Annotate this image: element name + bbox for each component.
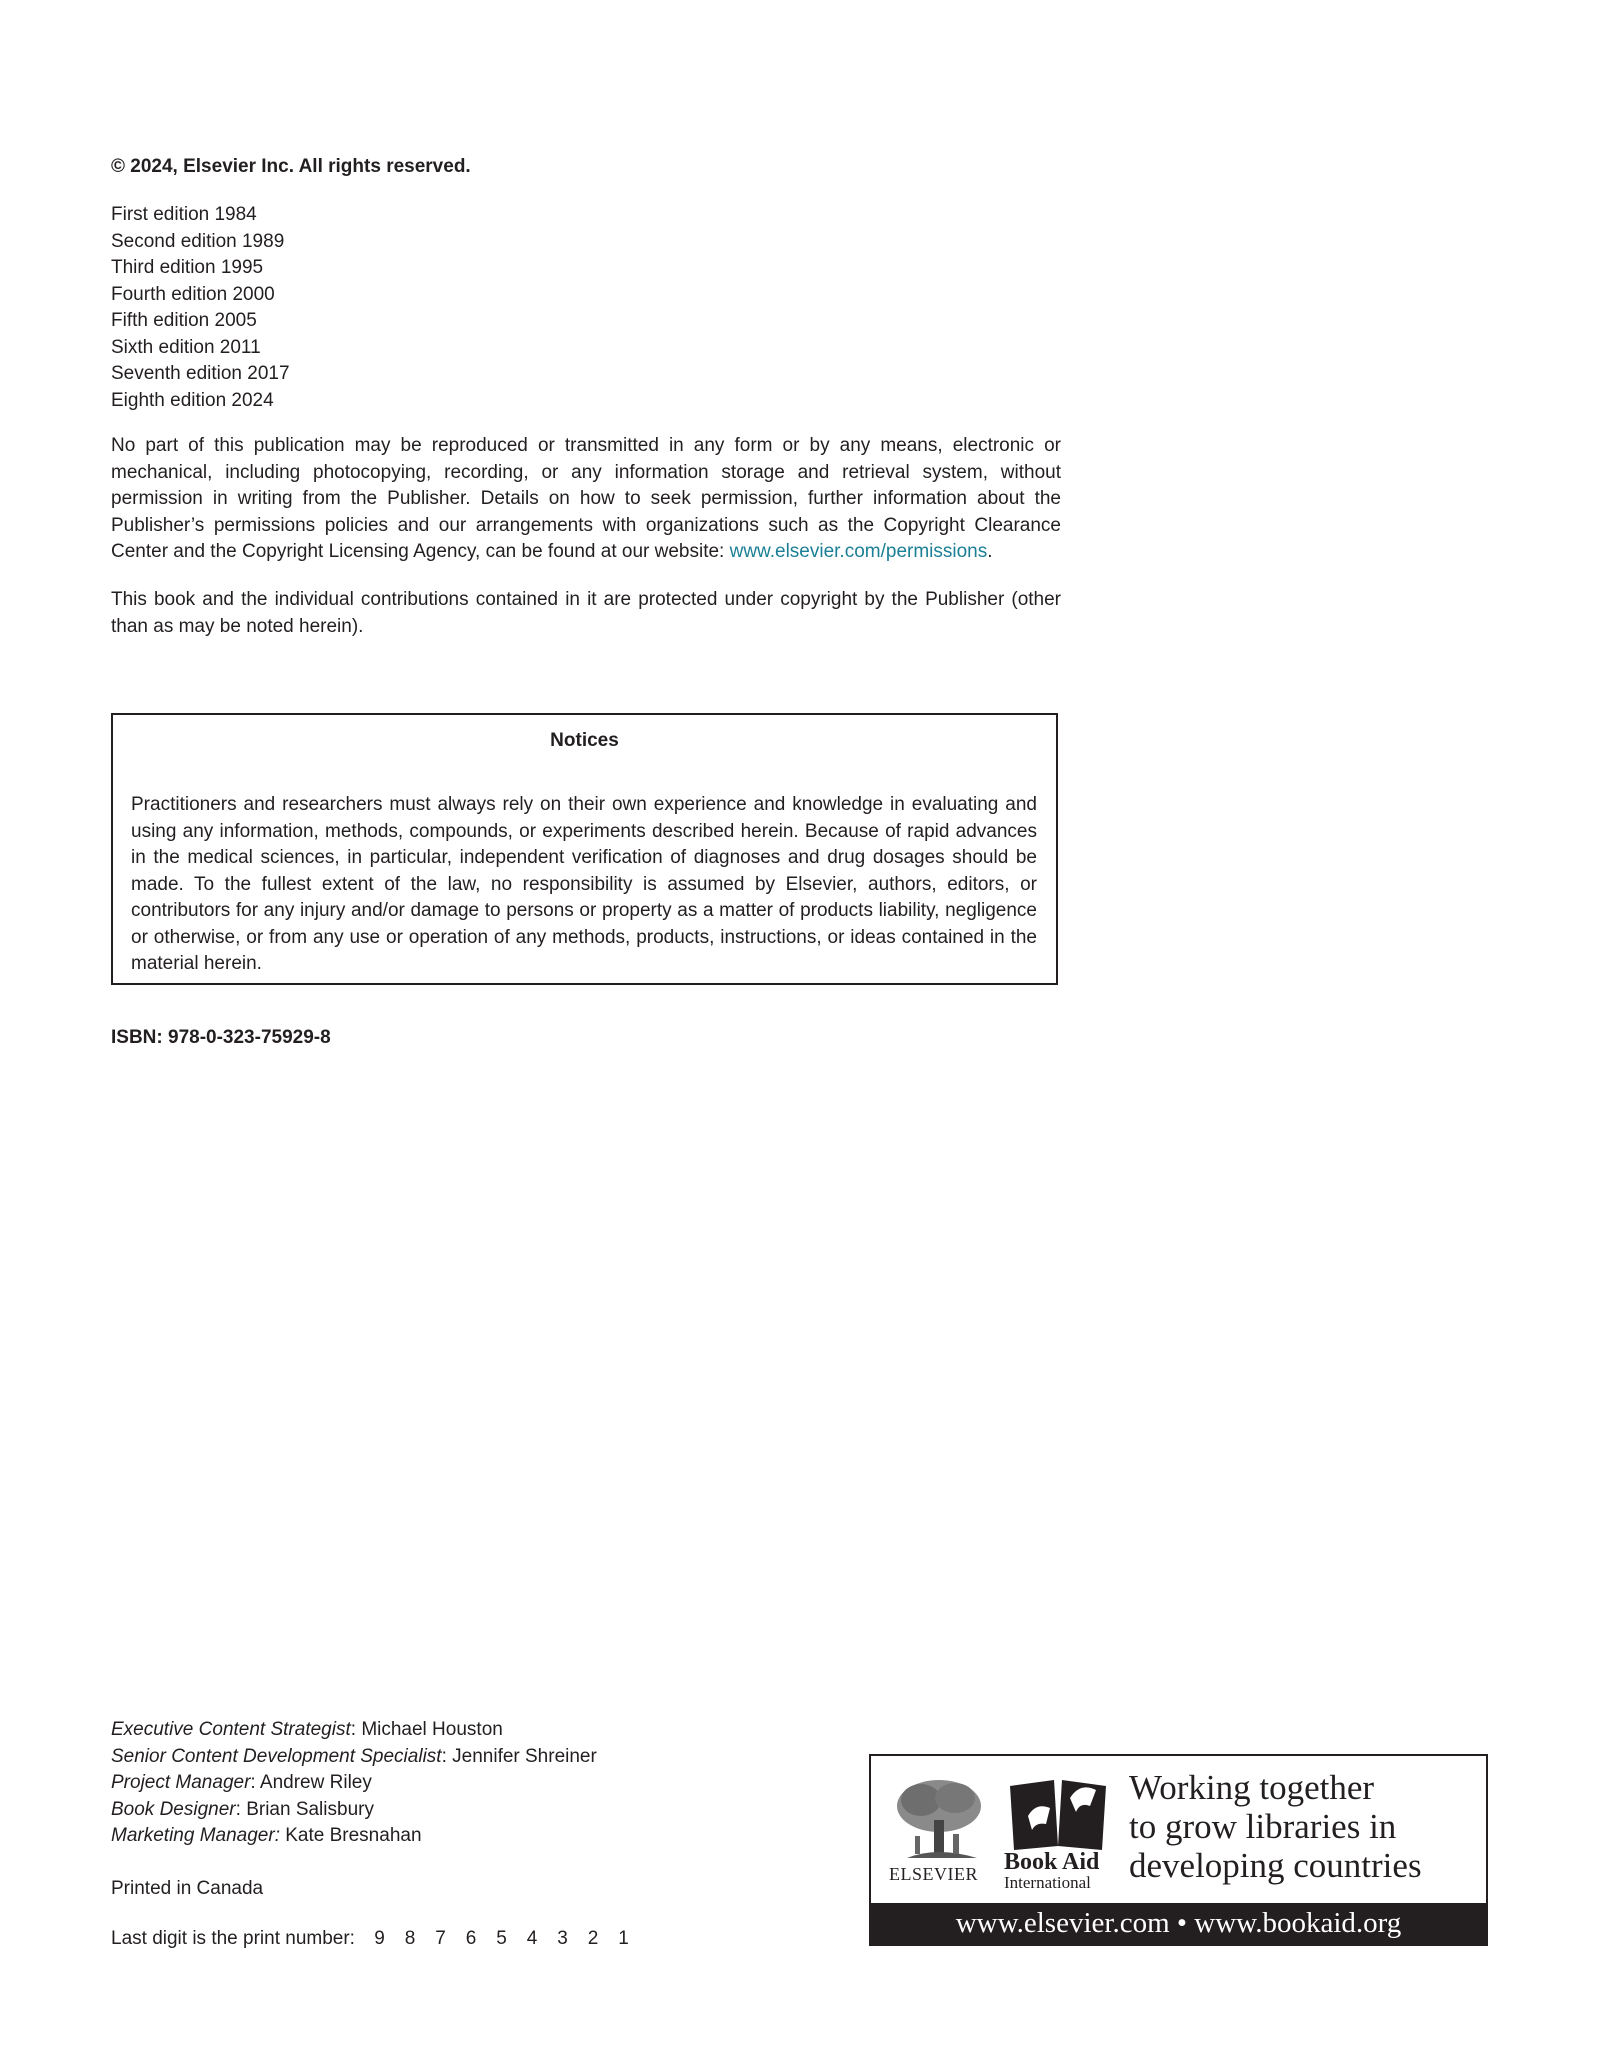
print-digits xyxy=(374,1926,649,1953)
print-digit: 2 xyxy=(587,1928,599,1949)
credit-role: Project Manager xyxy=(111,1772,251,1793)
print-digit: 6 xyxy=(465,1928,477,1949)
edition-item: First edition 1984 xyxy=(111,204,257,225)
credit-separator: : xyxy=(350,1719,362,1740)
print-digit: 7 xyxy=(435,1928,446,1949)
edition-item: Fifth edition 2005 xyxy=(111,310,257,331)
badge-footer-urls: www.elsevier.com • www.bookaid.org xyxy=(871,1903,1486,1944)
credit-role: Executive Content Strategist xyxy=(111,1719,351,1740)
credit-name: Michael Houston xyxy=(361,1719,503,1740)
credit-role: Book Designer xyxy=(111,1798,236,1820)
protection-paragraph: This book and the individual contributions contained in it are protected under copyright by the Publisher (other than as may be noted herein). xyxy=(111,589,1061,637)
edition-item: Fourth edition 2000 xyxy=(111,283,275,305)
notices-title: Notices xyxy=(550,730,619,751)
print-digit: 1 xyxy=(618,1928,629,1949)
print-digit: 9 xyxy=(374,1928,385,1949)
credit-line xyxy=(111,1770,711,1797)
isbn: ISBN: 978-0-323-75929-8 xyxy=(111,1027,331,1048)
credit-line xyxy=(111,1823,711,1850)
credit-separator: : xyxy=(235,1798,247,1820)
credit-role: Senior Content Development Specialist xyxy=(111,1745,442,1767)
edition-history xyxy=(111,202,1061,414)
tagline-line: developing countries xyxy=(1129,1846,1422,1885)
book-aid-logo xyxy=(1006,1772,1110,1854)
book-aid-badge xyxy=(869,1754,1488,1946)
credit-separator: : xyxy=(441,1745,453,1767)
printed-in: Printed in Canada xyxy=(111,1878,264,1899)
print-digit: 5 xyxy=(496,1928,507,1949)
edition-item: Second edition 1989 xyxy=(111,230,285,252)
credit-line xyxy=(111,1744,711,1771)
credit-line xyxy=(111,1717,711,1744)
permissions-text: No part of this publication may be reproduced or transmitted in any form or by any means, electronic or mechanical, including photocopying, recording, or any information storage and retrieval system, without permission in writing from the Publisher. Details on how to seek permission, further information about the Publisher’s permissions policies and our arrangements with organizations such as the Copyright Clearance Center and the Copyright Licensing Agency, can be found at our website: xyxy=(111,435,1061,562)
print-digit: 4 xyxy=(526,1928,538,1949)
credits-list xyxy=(111,1717,711,1850)
tagline-line: to grow libraries in xyxy=(1129,1807,1397,1846)
print-digit: 3 xyxy=(557,1928,568,1949)
edition-item: Third edition 1995 xyxy=(111,257,264,278)
notices-box xyxy=(111,713,1058,985)
credit-name: Kate Bresnahan xyxy=(285,1825,422,1846)
print-number-label: Last digit is the print number: xyxy=(111,1928,355,1949)
edition-item: Eighth edition 2024 xyxy=(111,389,274,411)
international-wordmark: International xyxy=(1004,1873,1091,1892)
credit-role: Marketing Manager: xyxy=(111,1825,280,1846)
edition-item: Sixth edition 2011 xyxy=(111,336,261,358)
credit-name: Jennifer Shreiner xyxy=(452,1745,597,1767)
credit-separator: : xyxy=(250,1772,260,1793)
elsevier-tree-logo xyxy=(887,1776,987,1862)
credit-name: Andrew Riley xyxy=(259,1772,372,1793)
badge-tagline xyxy=(1129,1768,1422,1885)
edition-item: Seventh edition 2017 xyxy=(111,363,290,384)
elsevier-wordmark: ELSEVIER xyxy=(889,1864,978,1884)
permissions-end: . xyxy=(987,541,993,562)
print-digit: 8 xyxy=(404,1928,416,1949)
credit-line xyxy=(111,1797,711,1824)
credit-name: Brian Salisbury xyxy=(246,1798,374,1820)
copyright-line: © 2024, Elsevier Inc. All rights reserved. xyxy=(111,156,471,177)
book-aid-wordmark: Book Aid xyxy=(1004,1849,1100,1875)
permissions-paragraph xyxy=(111,433,1061,566)
permissions-link[interactable]: www.elsevier.com/permissions xyxy=(729,541,988,562)
tagline-line: Working together xyxy=(1129,1768,1375,1807)
notices-body: Practitioners and researchers must always rely on their own experience and knowledge in evaluating and using any information, methods, compounds, or experiments described herein. Because of rapid advances in the medical sciences, in particular, independent verification of diagnoses and drug dosages should be made. To the fullest extent of the law, no responsibility is assumed by Elsevier, authors, editors, or contributors for any injury and/or damage to persons or property as a matter of products liability, negligence or otherwise, or from any use or operation of any methods, products, instructions, or ideas contained in the material herein. xyxy=(131,794,1037,974)
